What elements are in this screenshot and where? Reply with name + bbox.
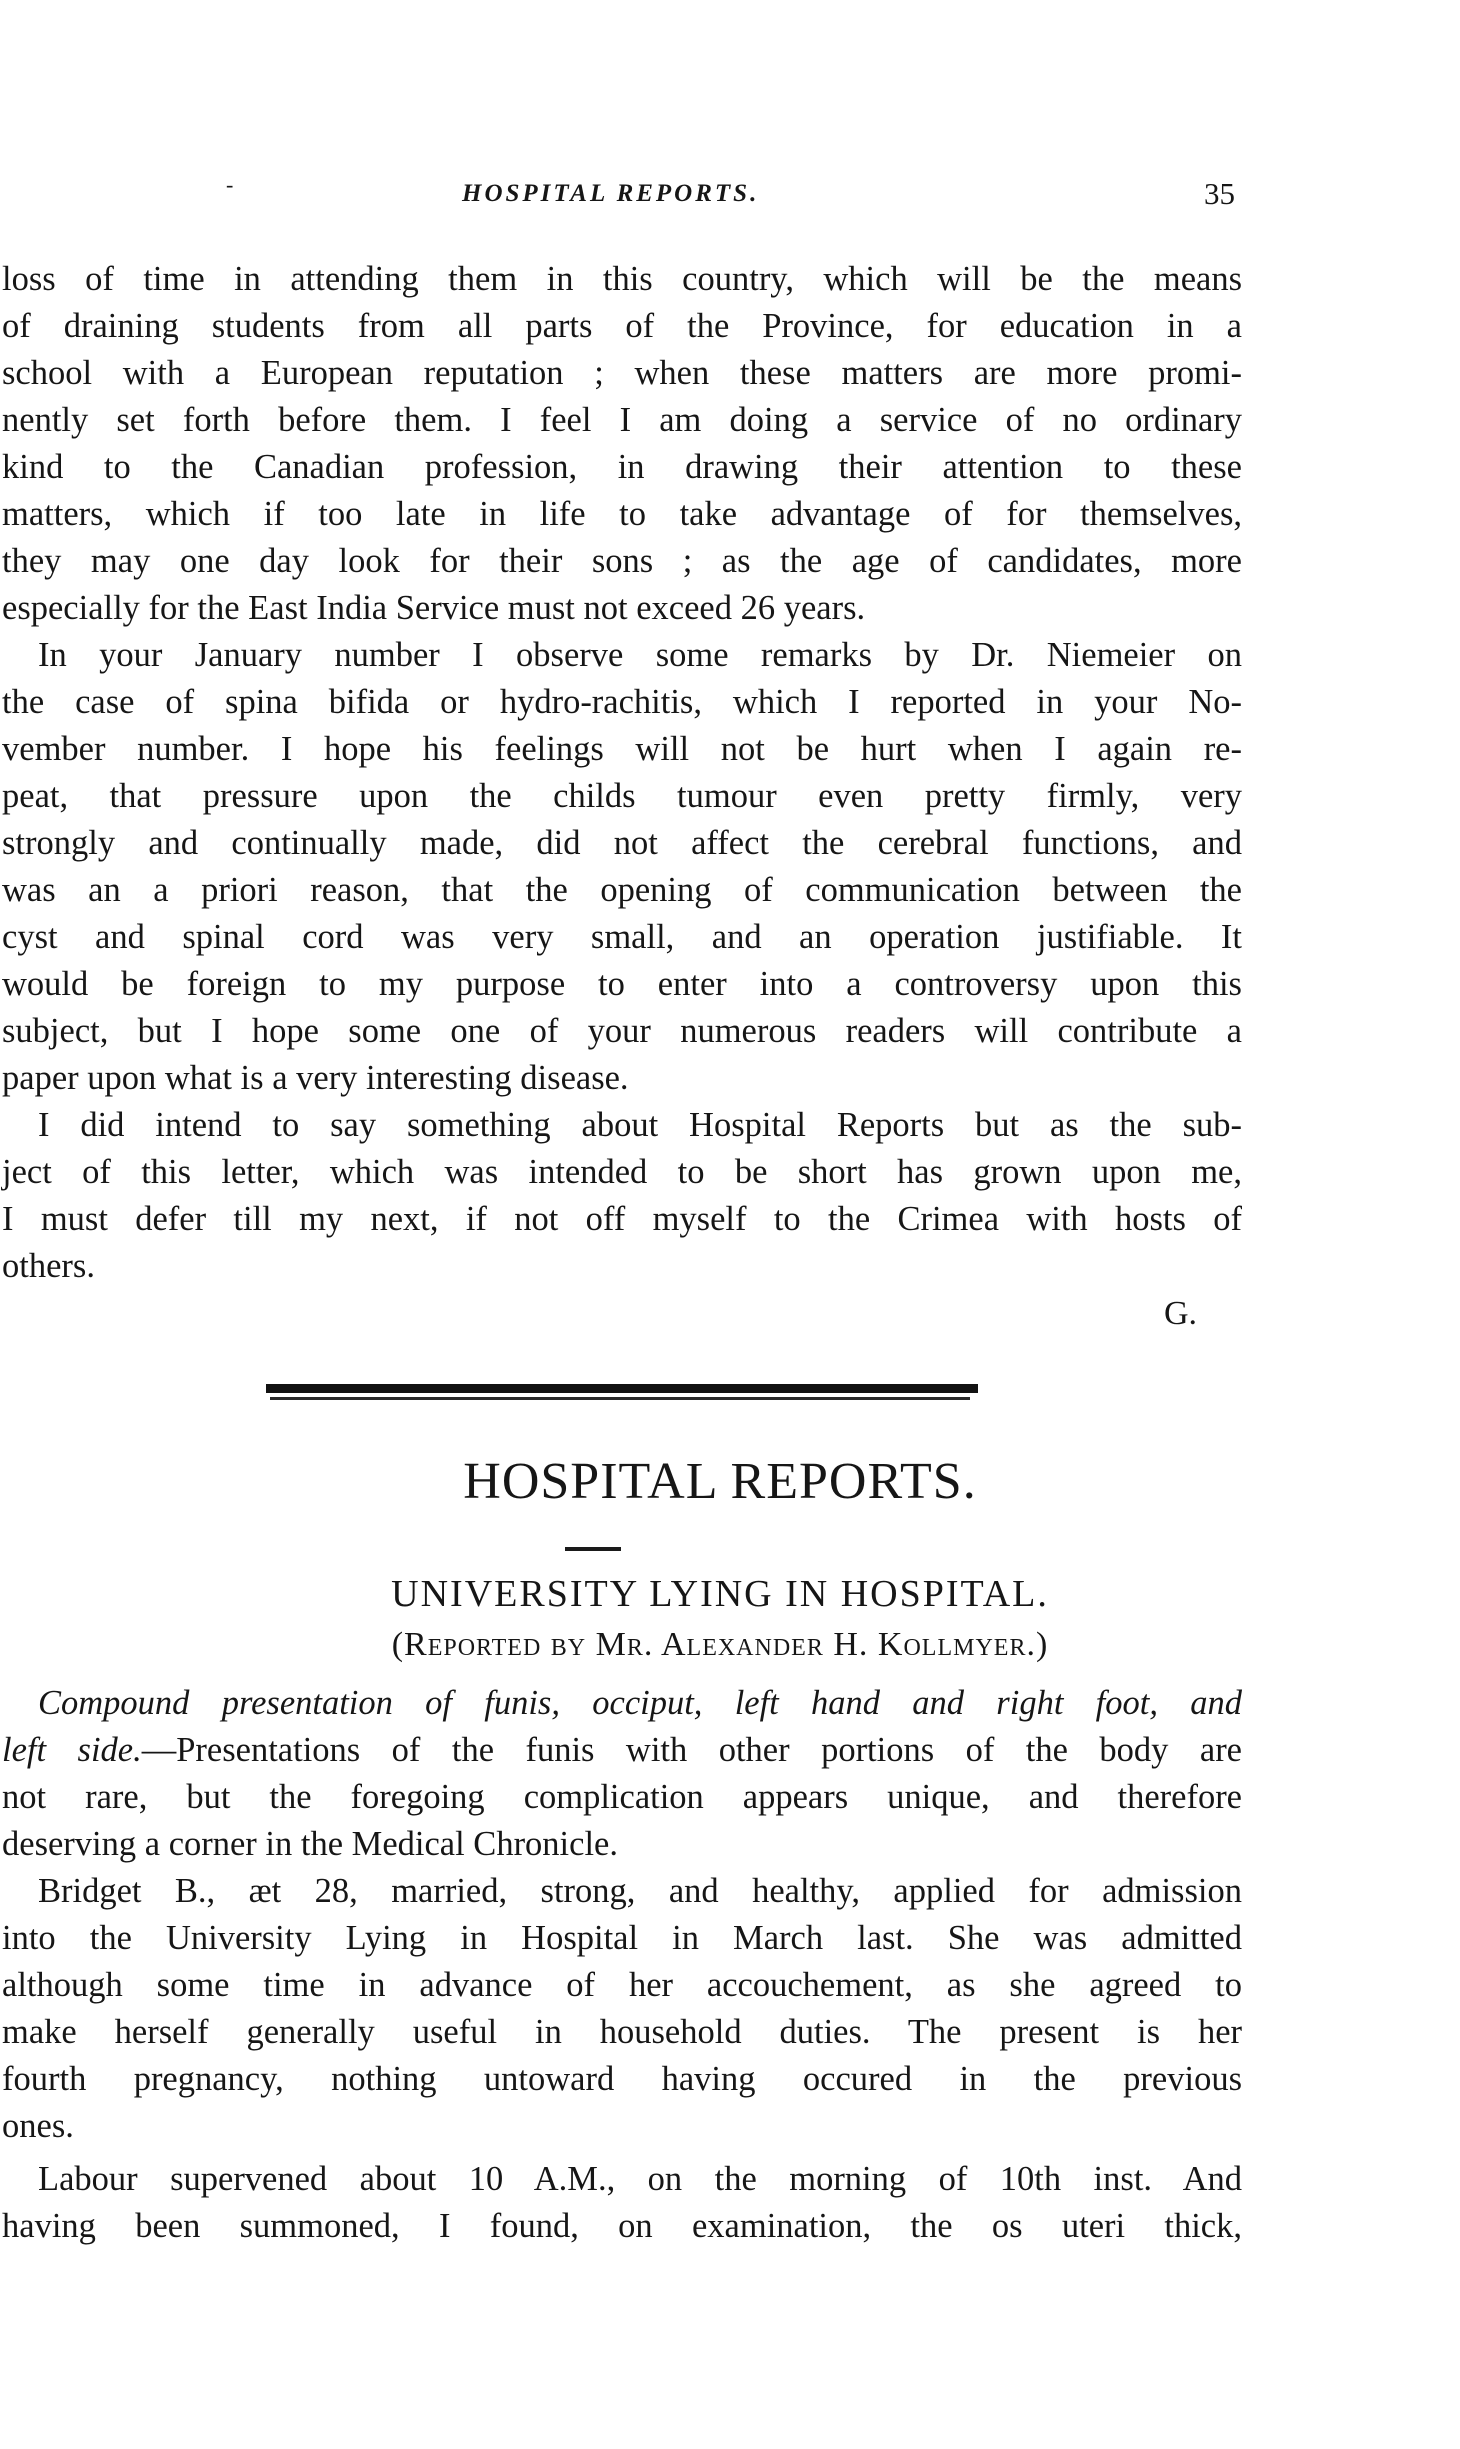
report-line: fourth pregnancy, nothing untoward having occured in the previous [2, 2060, 1242, 2098]
section-divider [266, 1384, 978, 1393]
report-line: not rare, but the foregoing complication appears unique, and therefore [2, 1778, 1242, 1816]
case-title-text: Compound presentation of funis, occiput, left hand and right foot, and [38, 1684, 1242, 1722]
section-subtitle: UNIVERSITY LYING IN HOSPITAL. [391, 1573, 1049, 1615]
letter-line: school with a European reputation ; when these matters are more promi- [2, 354, 1242, 392]
report-line: ones. [2, 2107, 74, 2145]
report-line: although some time in advance of her accouchement, as she agreed to [2, 1966, 1242, 2004]
report-line: Labour supervened about 10 A.M., on the morning of 10th inst. And [38, 2160, 1242, 2198]
running-head [0, 172, 1460, 220]
letter-line: peat, that pressure upon the childs tumour even pretty firmly, very [2, 777, 1242, 815]
page-number: 35 [1204, 176, 1235, 211]
letter-line: especially for the East India Service must not exceed 26 years. [2, 589, 866, 627]
reported-by: (Reported by Mr. Alexander H. Kollmyer.) [391, 1626, 1049, 1663]
letter-line: kind to the Canadian profession, in drawing their attention to these [2, 448, 1242, 486]
case-title [38, 1680, 1242, 1727]
running-head-mark: - [226, 172, 234, 197]
report-line [2, 1727, 1242, 1774]
letter-line: I must defer till my next, if not off myself to the Crimea with hosts of [2, 1200, 1242, 1238]
letter-line: vember number. I hope his feelings will not be hurt when I again re- [2, 730, 1242, 768]
section-divider-thin [270, 1397, 970, 1400]
letter-line: subject, but I hope some one of your numerous readers will contribute a [2, 1012, 1242, 1050]
report-line: Bridget B., æt 28, married, strong, and healthy, applied for admission [38, 1872, 1242, 1910]
letter-line: of draining students from all parts of the Province, for education in a [2, 307, 1242, 345]
letter-line: was an a priori reason, that the opening of communication between the [2, 871, 1242, 909]
letter-line: would be foreign to my purpose to enter into a controversy upon this [2, 965, 1242, 1003]
letter-line: matters, which if too late in life to take advantage of for themselves, [2, 495, 1242, 533]
report-line-rest: —Presentations of the funis with other portions of the body are [141, 1731, 1242, 1769]
letter-signature: G. [1164, 1295, 1198, 1332]
letter-line: ject of this letter, which was intended to be short has grown upon me, [2, 1153, 1242, 1191]
section-title: HOSPITAL REPORTS. [463, 1453, 977, 1510]
letter-line: paper upon what is a very interesting disease. [2, 1059, 629, 1097]
letter-line: they may one day look for their sons ; as the age of candidates, more [2, 542, 1242, 580]
report-line: deserving a corner in the Medical Chronicle. [2, 1825, 618, 1863]
case-title-cont: left side. [2, 1731, 142, 1769]
running-head-title: HOSPITAL REPORTS. [462, 180, 760, 207]
letter-line: nently set forth before them. I feel I am doing a service of no ordinary [2, 401, 1242, 439]
report-line: into the University Lying in Hospital in March last. She was admitted [2, 1919, 1242, 1957]
report-line: having been summoned, I found, on examination, the os uteri thick, [2, 2207, 1242, 2245]
report-line: make herself generally useful in household duties. The present is her [2, 2013, 1242, 2051]
letter-line: strongly and continually made, did not affect the cerebral functions, and [2, 824, 1242, 862]
title-rule [565, 1547, 621, 1551]
letter-line: cyst and spinal cord was very small, and an operation justifiable. It [2, 918, 1242, 956]
letter-line: loss of time in attending them in this country, which will be the means [2, 260, 1242, 298]
letter-line: others. [2, 1247, 95, 1285]
letter-line: I did intend to say something about Hospital Reports but as the sub- [38, 1106, 1242, 1144]
letter-line: In your January number I observe some remarks by Dr. Niemeier on [38, 636, 1242, 674]
letter-line: the case of spina bifida or hydro-rachitis, which I reported in your No- [2, 683, 1242, 721]
